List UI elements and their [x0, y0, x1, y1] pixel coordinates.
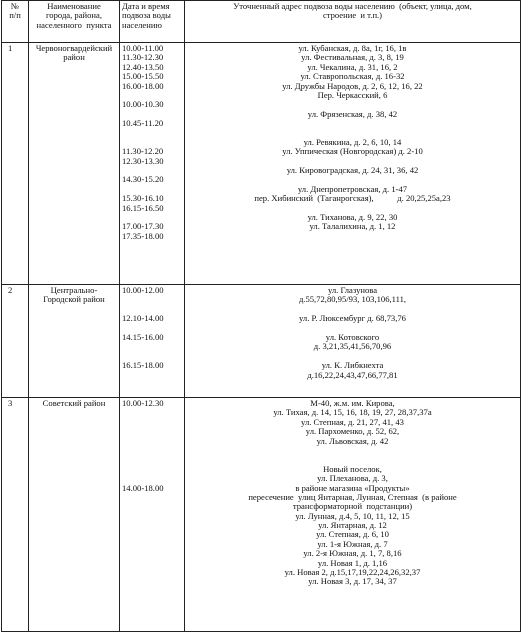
address-line: ул. Ставропольская, д. 16-32: [300, 71, 405, 82]
spacer: [122, 418, 182, 427]
address-line: ул. Фрязенская, д. 38, 42: [307, 108, 398, 119]
time-slot: 11.30-12.30: [122, 52, 164, 63]
time-slot: 16.15-16.50: [122, 202, 164, 213]
table-header-row: [2, 1, 521, 43]
time-slot: 10.00-12.00: [122, 285, 164, 295]
table-row: [2, 285, 521, 398]
row-number: 3: [2, 398, 29, 632]
address-line: ул. Ревякина, д. 2, 6, 10, 14: [303, 136, 402, 147]
header-address: Уточненный адрес подвоза воды населению (объект, улица, дом, строение и т.п.): [185, 1, 521, 43]
address-line: Пер. Черкасский, 6: [317, 89, 388, 100]
row-addresses: [185, 43, 521, 285]
address-line: ул. Котовского: [325, 331, 380, 342]
address-line: ул. Новая 1, д. 1,16: [317, 557, 388, 568]
address-line: ул. 2-я Южная, д. 1, 7, 8,16: [303, 548, 402, 559]
row-times: [120, 285, 185, 398]
address-line: ул. Лунная, д.4, 5, 10, 11, 12, 15: [295, 510, 410, 521]
spacer: [187, 446, 518, 455]
address-line: ул. Дружбы Народов, д. 2, 6, 12, 16, 22: [282, 80, 423, 91]
time-slot: 10.45-11.20: [122, 118, 164, 129]
address-line: ул. 1-я Южная, д. 7: [317, 538, 388, 549]
time-slot: 12.40-13.50: [122, 61, 164, 72]
address-line: ул. Чекалина, д. 31, 16, 2: [307, 61, 398, 72]
address-line: ул. Новая 3, д. 17, 34, 37: [308, 576, 397, 587]
row-addresses: [185, 398, 521, 632]
row-addresses: [185, 285, 521, 398]
address-line: ул. Кубанская, д. 8а, 1г, 16, 1в: [298, 43, 407, 53]
address-line: М-40, ж.м. им. Кирова,: [310, 398, 395, 408]
row-district: Центрально- Городской район: [29, 285, 120, 398]
address-line: ул. Уппическая (Новгородская) д. 2-10: [282, 146, 423, 157]
spacer: [122, 129, 182, 138]
address-line: Новый поселок,: [323, 463, 382, 474]
address-line: ул. Пархоменко, д. 52, 62,: [305, 426, 400, 437]
address-line: трансформаторной подстанции): [292, 501, 413, 512]
time-slot: 11.30-12.20: [122, 146, 164, 157]
address-line: пер. Хибинский (Таганрогская), д. 20,25,25а,23: [254, 193, 451, 204]
address-line: д.55,72,80,95/93, 103,106,111,: [298, 294, 407, 305]
address-line: ул. Тиханова, д. 9, 22, 30: [307, 212, 398, 223]
address-line: ул. Новая 2, д.15,17,19,22,24,26,32,37: [284, 567, 421, 578]
time-slot: 14.30-15.20: [122, 174, 164, 185]
address-line: ул. К. Либкнехта: [321, 360, 384, 371]
row-number: 1: [2, 43, 29, 285]
time-slot: 17.00-17.30: [122, 221, 164, 232]
header-location: Наименование города, района, населенного пункта: [29, 1, 120, 43]
address-line: ул. Талалихина, д. 1, 12: [309, 221, 396, 232]
table-row: [2, 398, 521, 632]
time-slot: 16.00-18.00: [122, 80, 164, 91]
time-slot: 16.15-18.00: [122, 360, 164, 371]
spacer: [122, 295, 182, 304]
address-line: ул. Тихая, д. 14, 15, 16, 18, 19, 27, 28,37,37а: [273, 407, 432, 418]
time-slot: 10.00-10.30: [122, 99, 164, 110]
time-slot: 12.30-13.30: [122, 155, 164, 166]
row-times: [120, 398, 185, 632]
time-slot: 14.15-16.00: [122, 331, 164, 342]
time-slot: 14.00-18.00: [122, 482, 164, 493]
row-times: [120, 43, 185, 285]
spacer: [187, 119, 518, 128]
header-number: № п/п: [2, 1, 29, 43]
spacer: [122, 408, 182, 417]
address-line: ул. Р. Люксембург д. 68,73,76: [299, 313, 406, 324]
water-delivery-table: [1, 0, 521, 632]
address-line: ул. Плеханова, д. 3,: [317, 473, 388, 484]
row-district: Советский район: [29, 398, 120, 632]
time-slot: 15.30-16.10: [122, 193, 164, 204]
address-line: в районе магазина «Продукты»: [295, 482, 410, 493]
address-line: ул. Глазунова: [327, 285, 378, 295]
address-line: ул. Кировоградская, д. 24, 31, 36, 42: [286, 165, 419, 176]
time-slot: 12.10-14.00: [122, 313, 164, 324]
address-line: д. 3,21,35,41,56,70,96: [313, 341, 392, 352]
time-slot: 10.00-12.30: [122, 398, 164, 408]
time-slot: 10.00-11.00: [122, 43, 164, 53]
address-line: ул. Степная, д. 21, 27, 41, 43: [301, 416, 404, 427]
spacer: [122, 342, 182, 351]
spacer: [122, 455, 182, 464]
time-slot: 15.00-15.50: [122, 71, 164, 82]
spacer: [122, 437, 182, 446]
header-datetime: Дата и время подвоза воды населению: [120, 1, 185, 43]
table-row: [2, 43, 521, 285]
address-line: ул. Львовская, д. 42: [316, 435, 389, 446]
address-line: ул. Днепропетровская, д. 1-47: [297, 183, 408, 194]
spacer: [122, 427, 182, 436]
address-line: ул. Степная, д. 6, 10: [316, 529, 389, 540]
spacer: [122, 446, 182, 455]
address-line: пересечение улиц Янтарная, Лунная, Степная (в районе: [248, 491, 457, 502]
address-line: д.16,22,24,43,47,66,77,81: [307, 369, 398, 380]
row-district: Червоногвардейский район: [29, 43, 120, 285]
row-number: 2: [2, 285, 29, 398]
address-line: ул. Янтарная, д. 12: [318, 520, 387, 531]
time-slot: 17.35-18.00: [122, 230, 164, 241]
spacer: [122, 465, 182, 474]
address-line: ул. Фестивальная, д. 3, 8, 19: [301, 52, 404, 63]
